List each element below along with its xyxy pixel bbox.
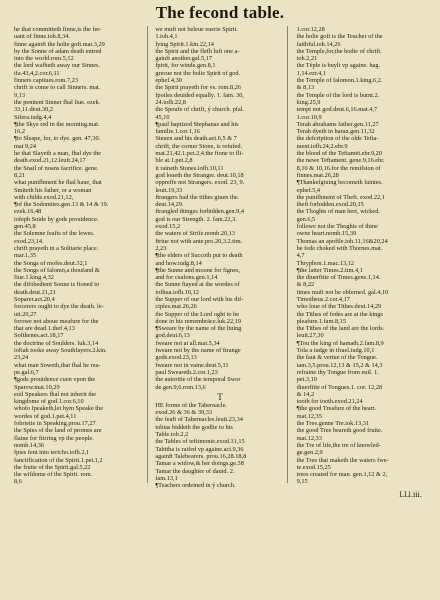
index-entry: mar.1,35 [14,252,37,260]
index-entry: mat.12,35 [296,412,322,420]
index-entry: 4,7 [296,252,305,260]
index-entry: ¶paul baptized Stephanas and his [155,120,239,128]
index-entry: it raineth Stones.iofh.10,11 [155,164,224,172]
index-entry: ble at.1.pet.2,8 [155,157,193,165]
index-entry: fweare not by the name of ftrange [155,347,241,355]
index-entry: 24.iofh.22,8 [155,98,186,106]
index-entry: the Spirit prayeth for vs. rom.8,26 [155,84,242,92]
index-entry: he that Slayeth a man, fhal dye the [14,150,102,158]
index-entry: ftrangled thinges forbidden.gen.9,4 [155,208,244,216]
index-entry: the Tithes of the land are the lords. [296,325,385,333]
index-entry: the doctrine of Soulders. luk.3,14 [14,339,99,347]
index-entry: the Thoghts of man hert, wicked. [296,208,380,216]
index-entry: death.exod.21,12.leuit.24,17 [14,157,86,165]
index-entry: king.25,9 [296,98,321,106]
index-entry: the feaft of Tabernacles.leuit.23,34 [155,416,243,424]
index-entry: Tola a iudge in ifrael.iudg.10,1 [296,347,375,355]
index-entry: the autoritie of the temporal Swor [155,376,241,384]
index-entry: & 8,22 [296,281,315,289]
index-entry: the Temple of the lord is burnt.2. [296,91,380,99]
index-entry: death.deut.21,21 [14,288,56,296]
index-entry: grecue not the holie Spirit of god. [155,69,241,77]
index-entry: the lord wafheth away our Sinnes. [14,62,101,70]
index-entry: into the world.rom.5,12 [14,55,74,63]
index-entry: that are dead.1.thef.4,13 [14,325,75,333]
index-entry: oppreffe not Strangers. exod. 23, 9. [155,179,245,187]
index-entry: what man Soweth,that fhal he rea- [14,361,101,369]
index-entry: leuit.27,30 [296,332,324,340]
index-entry: ¶Teachers ordeined in ý church. [155,482,236,490]
index-entry: refraine thy Tongue from euil. 1. [296,368,379,376]
index-entry: 1.cor.12,28 [296,26,325,33]
index-entry: ¶Tou the king of hamath.2.fam.8,9 [296,339,384,347]
index-entry: the Snail of noans facrifice. gene. [14,164,99,172]
index-entry: we muft not beleue euerie Spirit. [155,26,238,33]
index-entry: 8,6 [14,478,22,486]
index-entry: the faut & vertue of the Tongue. [296,354,378,362]
index-entry: tooth for tooth.exod.21,24 [296,398,363,406]
index-entry: fpoiles deuided equally. 1. fam. 30, [155,91,244,99]
index-entry: ¶Sweare by the name of the liuing [155,325,242,333]
index-entry: leuit.19,33 [155,186,183,194]
index-entry: and how.iudg.8,14 [155,259,202,267]
index-entry: ¶the Skye red in the morning.mat. [14,120,100,128]
index-entry: the Solemne feafts of the lewes. [14,230,95,238]
index-entry: tobias biddeth the godlie to his [155,423,233,431]
page-title: The fecond table. [155,3,285,22]
index-entry: ftrangers had the tithes giuen the. [155,193,240,201]
index-entry: chrift, the corner Stone, is refufed. [155,142,243,150]
index-entry: the punifhment of Theft. exod.22,1 [296,193,385,201]
index-entry: 2,23 [155,244,167,252]
index-entry: te.exod.15,25 [296,463,331,471]
index-entry: gainft another.gal.5,17 [155,55,212,63]
index-entry: 1.ioh.4,1 [155,33,178,41]
index-entry: & 8,13 [296,84,315,92]
index-entry: familie.1.cor.1,16 [155,128,200,136]
index-entry: iofiah tooke away Southfayers.2.kin. [14,347,107,355]
index-entry: euil Speakers fhal not inherit the [14,390,97,398]
index-entry: finners captiues.rom.7,23 [14,77,79,85]
index-entry: Tamar a widow,& her doings.ge.38 [155,460,244,468]
index-entry: god loueth the Stranger. deut.10,18 [155,171,244,179]
index-column-middle [155,26,284,489]
index-entry: exod.15,2 [155,223,181,231]
index-entry: 9,15 [296,478,308,486]
index-entry: ge.gen.2,9 [296,449,323,457]
index-entry: chrift prayeth in a Solitarie place. [14,244,99,252]
index-entry: the Supper of our lord with his dif- [155,295,244,303]
index-entry: fam.13,1 [155,474,178,482]
index-entry: the diuerfitie of Times.gene.1,14. [296,274,381,282]
index-entry: fpirit, for winde.gen.8,1 [155,62,216,70]
index-entry: uit.20,27 [14,310,37,318]
index-entry: the Sunne ftayed at the wordes of [155,281,240,289]
index-entry: Soparer.act.20,4 [14,295,55,303]
index-entry: fanctification of the Spirit.1.pet.1,2 [14,456,103,464]
section-letter-heading: T [217,391,223,402]
index-entry: Table.tob.2,2 [155,431,189,439]
index-entry: Tabitha is raifed vp againe.act.9,36 [155,445,244,453]
index-entry: fiue.1.king.4,32 [14,274,54,282]
index-entry: lying Spirit.1.kin.22,14 [155,40,214,48]
index-entry: Steuen and his death.act.6,5 & 7 [155,135,237,143]
index-entry: ¶gods prouidence cuen vpon the [14,376,96,384]
index-entry: finnes.mat.26,28 [296,171,339,179]
index-entry: gods.exod.23,13 [155,354,197,362]
index-entry: he fede choked with Thornes.mat. [296,244,383,252]
index-entry: the Supper of the Lord oght to be [155,310,240,318]
index-entry: what punifhment he fhal haue, that [14,179,102,187]
index-entry: whofo fpeaketh,let hym Speake the [14,405,104,413]
signature-mark: LLl.iii. [399,491,422,500]
index-entry: the Temple of falomon.1.king.6,2. [296,77,383,85]
index-columns [14,26,426,489]
index-entry: deut.14,29. [155,201,184,209]
index-entry: de.gen.9,6.rom.13,6 [155,383,206,391]
index-entry: iam.3,5.prou.12,13 & 15,2 & 14,3 [296,361,383,369]
index-entry: diuerfitie of Tongues.1. cor. 12,28 [296,383,383,391]
index-entry: tempt not god.deut.6,16.mat.4,7 [296,106,378,114]
index-entry: done in his remembrāce.luk.22,19 [155,317,242,325]
index-entry: paul Sweareth.2.cor.1,23 [155,368,218,376]
index-entry: the penitent Sinner fhal liue. ezek. [14,98,101,106]
index-entry: ¶to Sleape, for, to dye. gen. 47,30. [14,135,101,143]
index-entry: Sifera.iudg.4,4 [14,113,52,121]
index-entry: the holie goft is the Teacher of the [296,33,383,41]
index-entry: by the Sonne of adam death entred [14,47,102,55]
index-entry: forcerers ought to dye the death. le- [14,303,104,311]
index-entry: times muft not be obferned. gal.4,10 [296,288,389,296]
index-entry: the Tree.genne Tre.iok.13,31 [296,420,370,428]
index-entry: faithful.ioh.14,26 [296,40,341,48]
index-entry: and for ceafons.gen.1,14 [155,274,218,282]
index-entry: fpies fent into iericho.iofh.2,1 [14,449,90,457]
index-entry: the blood of the Teftamēt.ebr.9,20 [296,150,382,158]
index-entry: the Songs of mofes.deut.32,1 [14,259,88,267]
index-entry: ¶the good Treafure of the heart. [296,405,377,413]
index-entry: Terah dyeth in haran.gen.11,32 [296,128,375,136]
index-entry: the defcription of the olde Tefta- [296,135,379,143]
index-entry: the Spirit and the flefh luft one a- [155,47,240,55]
index-entry: finne againft the holie goft.mar.3,29 [14,40,105,48]
index-entry: ephef.4,30 [155,77,182,85]
index-entry: 33,11.deut.30,2 [14,106,53,114]
index-entry: exod.26 & 36 & 39,33 [155,409,212,417]
index-entry: 8,21 [14,171,26,179]
index-entry: Thryphon.1.mac.13,12 [296,259,355,267]
index-entry: 8,10 & 10,16.for the remifsion of [296,164,381,172]
index-entry: the Tables of teftimonie.exod.31,15 [155,438,245,446]
index-entry: wordes of god.1.pet.4,11 [14,412,77,420]
index-entry: againft Talebearers. prou.16,28.18,8 [155,452,247,460]
index-entry: ment.iofh.24,2.ebr.9 [296,142,348,150]
index-entry: 45,10 [155,113,170,121]
index-entry: god.deut.6,13 [155,332,190,340]
index-entry: 16,2 [14,128,26,136]
index-entry: ifa.43,4,2.cor.6,11 [14,69,60,77]
index-entry: HE forme of the Tabernacle. [155,401,227,409]
index-entry: followe not the Thoghts of thine [296,223,378,231]
index-entry: the Temple,for,the bodie of chrift. [296,47,382,55]
index-entry: Smiteth his father, or a woman [14,186,92,194]
index-entry: Tamar the daughter of dauid. 2. [155,467,235,475]
index-entry: the Songs of falomō,a thoufand & [14,266,100,274]
index-entry: god is our Strength. 2. fam.22,3. [155,215,237,223]
index-entry: mat.21,42.1.pet.2,4.the ftone to fli- [155,150,244,158]
index-entry: the Téple is buylt vp againe. hag. [296,62,381,70]
index-entry: the Tree that maketh the waters fwe- [296,456,389,464]
index-entry: ¶the elders of Succoth put to death [155,252,243,260]
index-entry: theft forbidden.exod.20,15 [296,201,364,209]
index-entry: ezek.16,48 [14,208,42,216]
index-entry: ¶Thankefgiuing becometh faintes. [296,179,383,187]
index-entry: mat.12,33 [296,434,322,442]
index-entry: who loue of the Tithes.deut.14,29 [296,303,382,311]
index-entry: Sparow.mat.10,29 [14,383,60,391]
index-entry: pet.3,10 [296,376,317,384]
index-entry: 23,24 [14,354,29,362]
index-entry: pleafure.1.fam.8,15 [296,317,346,325]
index-entry: the Spoufe of chrift, ý church. pfal. [155,106,244,114]
index-entry: gen.45,8 [14,223,36,231]
index-entry: gen.6,5 [296,215,316,223]
index-entry: the waters of Strife.nomb.20,13 [155,230,236,238]
index-entry: nomb.14,36 [14,441,45,449]
index-entry: ¶of the Sodomites.gen.13 & 14 & 19. [14,201,109,209]
index-entry: Softhenes.act.18,17 [14,332,64,340]
index-entry: the fruite of the Spirit.gal.5,22 [14,463,91,471]
index-entry: owne heart.nomb.15,39 [296,230,357,238]
index-entry: the good Tree beareth good fruite. [296,427,383,435]
index-entry: ioh.2,21 [296,55,318,63]
index-entry: with childe.exod.21,12, [14,193,74,201]
index-entry: forowe not aboue meafure for the [14,317,99,325]
index-column-right [297,26,426,489]
index-entry: the Tre of life,the tre of knowled- [296,441,381,449]
index-entry: Thomas an apoftle.ioh.11,16&20,24 [296,237,388,245]
index-entry: ¶the Sunne and moone for fignes, [155,266,241,274]
index-entry: fobrietie in Speaking.prou.17,27 [14,420,96,428]
index-entry: fweare not at all.mat.5,34 [155,339,220,347]
index-entry: pe.gal.6,7 [14,368,39,376]
index-entry: the newe Teftament. gene.9,16.ebr. [296,157,385,165]
index-entry: uant of finne.ioh.8,34. [14,33,70,41]
index-entry: exod.23,14. [14,237,44,245]
index-entry: ciples.mat.26,26 [155,303,197,311]
index-entry: & 14,2 [296,390,315,398]
index-entry: fweare not in vaine.deut.5,11 [155,361,229,369]
index-entry: iofeph Soide by gods prouidence. [14,215,99,223]
index-entry: 1,14.ezr.4,1 [296,69,327,77]
index-entry: the Tithes of fedes are at the kings [296,310,383,318]
index-entry: ¶the latter Times.2.tim.4,1 [296,266,363,274]
index-entry: he that committeth finne,is the fer- [14,26,102,33]
index-entry: 1.cor.10,9 [296,113,322,121]
index-entry: ftriue not with ante.pro.20,3.2.tim. [155,237,243,245]
index-entry: the difobedient Sonne is ftoned to [14,281,100,289]
index-entry: iofhua.iofh.10,12 [155,288,199,296]
index-entry: Terah abrahams father.gen.11,27 [296,120,379,128]
index-entry: 9,13 [14,91,26,99]
index-column-left [14,26,143,489]
index-entry: flaine for ftirring vp the people. [14,434,94,442]
index-entry: the wifdome of the Spirit. rom. [14,471,93,479]
index-entry: mat 9,24 [14,142,37,150]
index-entry: the Spies of the land of promes are [14,427,102,435]
index-entry: kingdome of god.1.cor.6,10 [14,398,84,406]
index-entry: chrift is come to call Sinners. mat. [14,84,101,92]
index-entry: ephef.5,4 [296,186,321,194]
index-entry: Timotheus.2.cor.4,17 [296,295,350,303]
index-entry: trees created for man. gen.1,12 & 2, [296,471,388,479]
